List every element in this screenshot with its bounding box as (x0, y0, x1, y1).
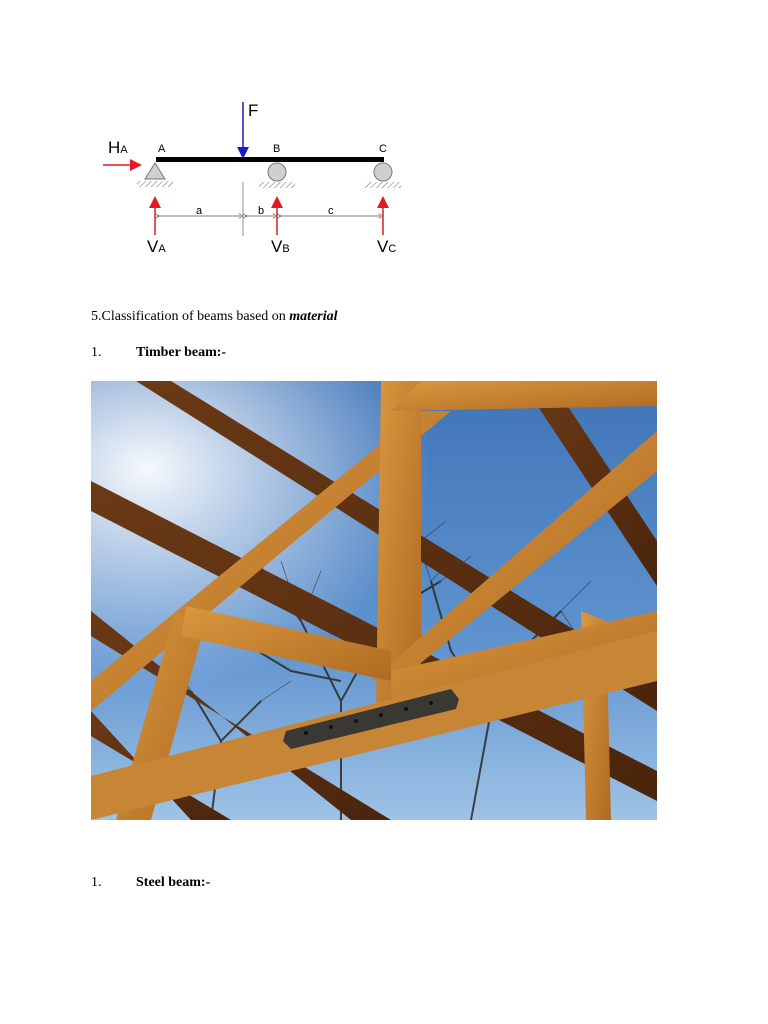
pin-support-a (145, 163, 165, 179)
ground-hatch-b (259, 182, 295, 188)
list-item-number: 1. (91, 875, 102, 890)
reaction-vc-label: VC (377, 237, 397, 256)
point-b-label: B (273, 143, 281, 155)
timber-frame-photo (91, 381, 657, 820)
list-item-label: Timber beam:- (136, 345, 227, 360)
beam (156, 157, 384, 162)
reaction-ha-label: HA (108, 138, 128, 157)
section-heading-emphasis: material (289, 309, 338, 324)
dimension-label-c: c (328, 205, 334, 217)
reaction-va-label: VA (147, 237, 166, 256)
point-c-label: C (379, 143, 387, 155)
ground-hatch-c (365, 182, 401, 188)
reaction-vb-label: VB (271, 237, 290, 256)
point-a-label: A (158, 143, 166, 155)
ground-hatch-a (137, 181, 173, 187)
roller-support-b (268, 163, 286, 181)
list-item-number: 1. (91, 345, 102, 360)
roller-support-c (374, 163, 392, 181)
dimension-label-a: a (196, 205, 203, 217)
list-item-label: Steel beam:- (136, 875, 211, 890)
section-heading-prefix: 5.Classification of beams based on (91, 309, 290, 324)
dimension-label-b: b (258, 205, 265, 217)
force-label: F (248, 101, 259, 120)
section-heading (91, 309, 338, 325)
beam-diagram (90, 95, 420, 265)
